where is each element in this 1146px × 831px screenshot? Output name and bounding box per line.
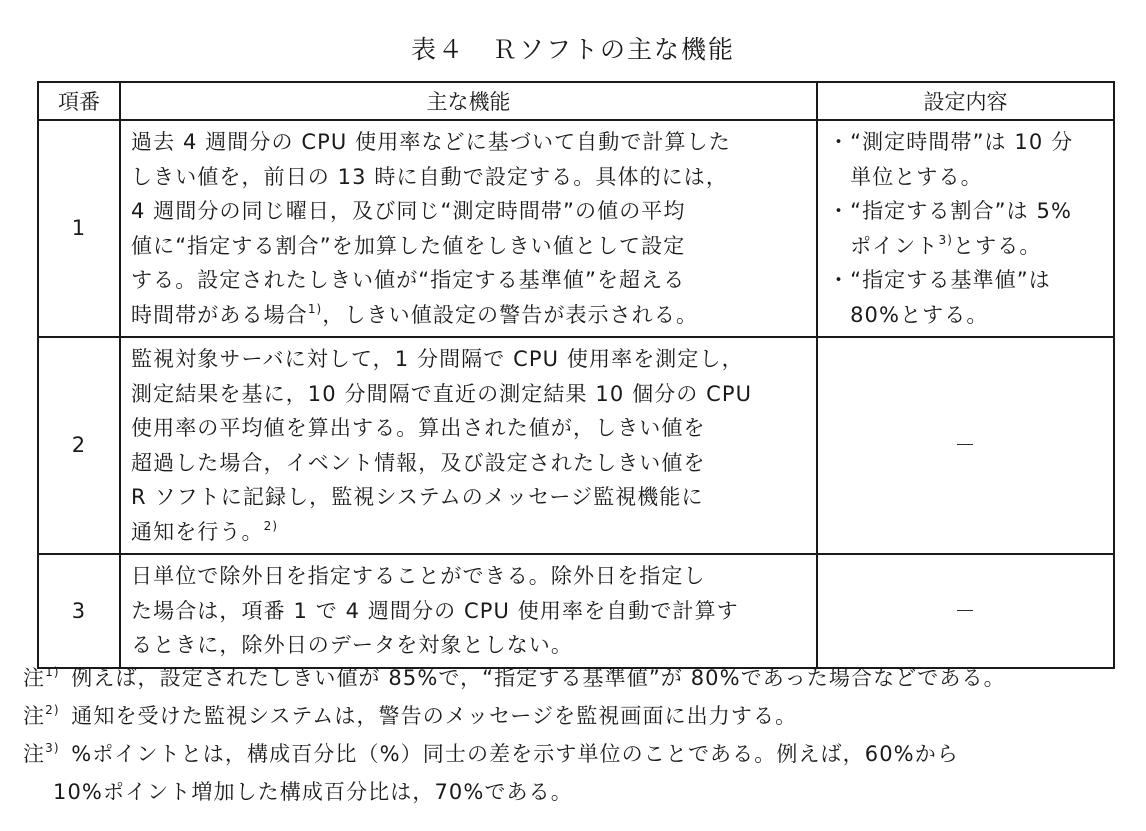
footnote-label: 注 (23, 666, 46, 690)
footnote-number: 1) (45, 665, 60, 679)
settings-line: ・“測定時間帯”は 10 分 (828, 130, 1074, 154)
footnote (23, 735, 1138, 811)
footnote-number: 3) (45, 741, 60, 755)
function-text: 時間帯がある場合 (131, 302, 308, 327)
item-number: 3 (38, 554, 120, 668)
settings-line: 単位とする。 (828, 164, 983, 189)
function-line: 4 週間分の同じ曜日，及び同じ“測定時間帯”の値の平均 (131, 199, 686, 223)
header-main-function: 主な機能 (120, 82, 817, 120)
note-reference: 3) (938, 232, 954, 247)
header-settings: 設定内容 (817, 82, 1114, 120)
table-row (38, 337, 1114, 554)
footnote-text: 通知を受けた監視システムは，警告のメッセージを監視画面に出力する。 (71, 704, 798, 728)
footnote-number: 2) (45, 703, 60, 717)
footnote (23, 659, 1138, 697)
settings-text: ポイント (828, 233, 939, 258)
function-line: 過去 4 週間分の CPU 使用率などに基づいて自動で計算した (131, 130, 731, 154)
function-line: 値に“指定する割合”を加算した値をしきい値として設定 (131, 233, 686, 258)
function-cell (120, 554, 817, 668)
footnote-label: 注 (23, 742, 46, 766)
function-line: 使用率の平均値を算出する。算出された値が，しきい値を (131, 416, 706, 440)
footnote-text: 例えば，設定されたしきい値が 85%で，“指定する基準値”が 80%であった場合などである。 (71, 666, 1006, 690)
item-number: 2 (38, 337, 120, 554)
function-line: るときに，除外日のデータを対象としない。 (131, 633, 573, 657)
function-text: ，しきい値設定の警告が表示される。 (322, 302, 699, 327)
function-line: R ソフトに記録し，監視システムのメッセージ監視機能に (131, 485, 704, 509)
item-number: 1 (38, 120, 120, 337)
note-reference: 1) (307, 301, 323, 316)
function-cell (120, 120, 817, 337)
settings-line: 80%とする。 (828, 302, 989, 327)
note-reference: 2) (263, 518, 279, 533)
function-line (131, 515, 806, 550)
settings-line (828, 229, 1103, 264)
footnotes (23, 659, 1138, 811)
table-row (38, 554, 1114, 668)
footnote (23, 697, 1138, 735)
function-line: する。設定されたしきい値が“指定する基準値”を超える (131, 268, 686, 292)
settings-line: ・“指定する基準値”は (828, 268, 1051, 292)
settings-line: ・“指定する割合”は 5% (828, 199, 1073, 223)
settings-cell (817, 120, 1114, 337)
table-title: 表４ Ｒソフトの主な機能 (410, 35, 735, 64)
table-header-row (38, 82, 1114, 120)
header-item-number: 項番 (38, 82, 120, 120)
function-line: た場合は，項番 1 で 4 週間分の CPU 使用率を自動で計算す (131, 598, 739, 623)
function-line: しきい値を，前日の 13 時に自動で設定する。具体的には， (131, 164, 728, 189)
settings-text: とする。 (953, 233, 1042, 258)
table-row (38, 120, 1114, 337)
function-table (37, 81, 1115, 669)
function-line: 監視対象サーバに対して，1 分間隔で CPU 使用率を測定し， (131, 347, 744, 371)
settings-cell: － (817, 554, 1114, 668)
function-cell (120, 337, 817, 554)
function-line: 測定結果を基に，10 分間隔で直近の測定結果 10 個分の CPU (131, 381, 753, 406)
function-text: 通知を行う。 (131, 519, 264, 544)
footnote-label: 注 (23, 704, 46, 728)
footnote-continuation: 10%ポイント増加した構成百分比は，70%である。 (53, 780, 573, 804)
function-line (131, 298, 806, 333)
footnote-text: %ポイントとは，構成百分比（%）同士の差を示す単位のことである。例えば，60%から (71, 742, 959, 766)
settings-cell: － (817, 337, 1114, 554)
function-line: 日単位で除外日を指定することができる。除外日を指定し (131, 564, 706, 588)
function-line: 超過した場合，イベント情報，及び設定されたしきい値を (131, 450, 706, 475)
